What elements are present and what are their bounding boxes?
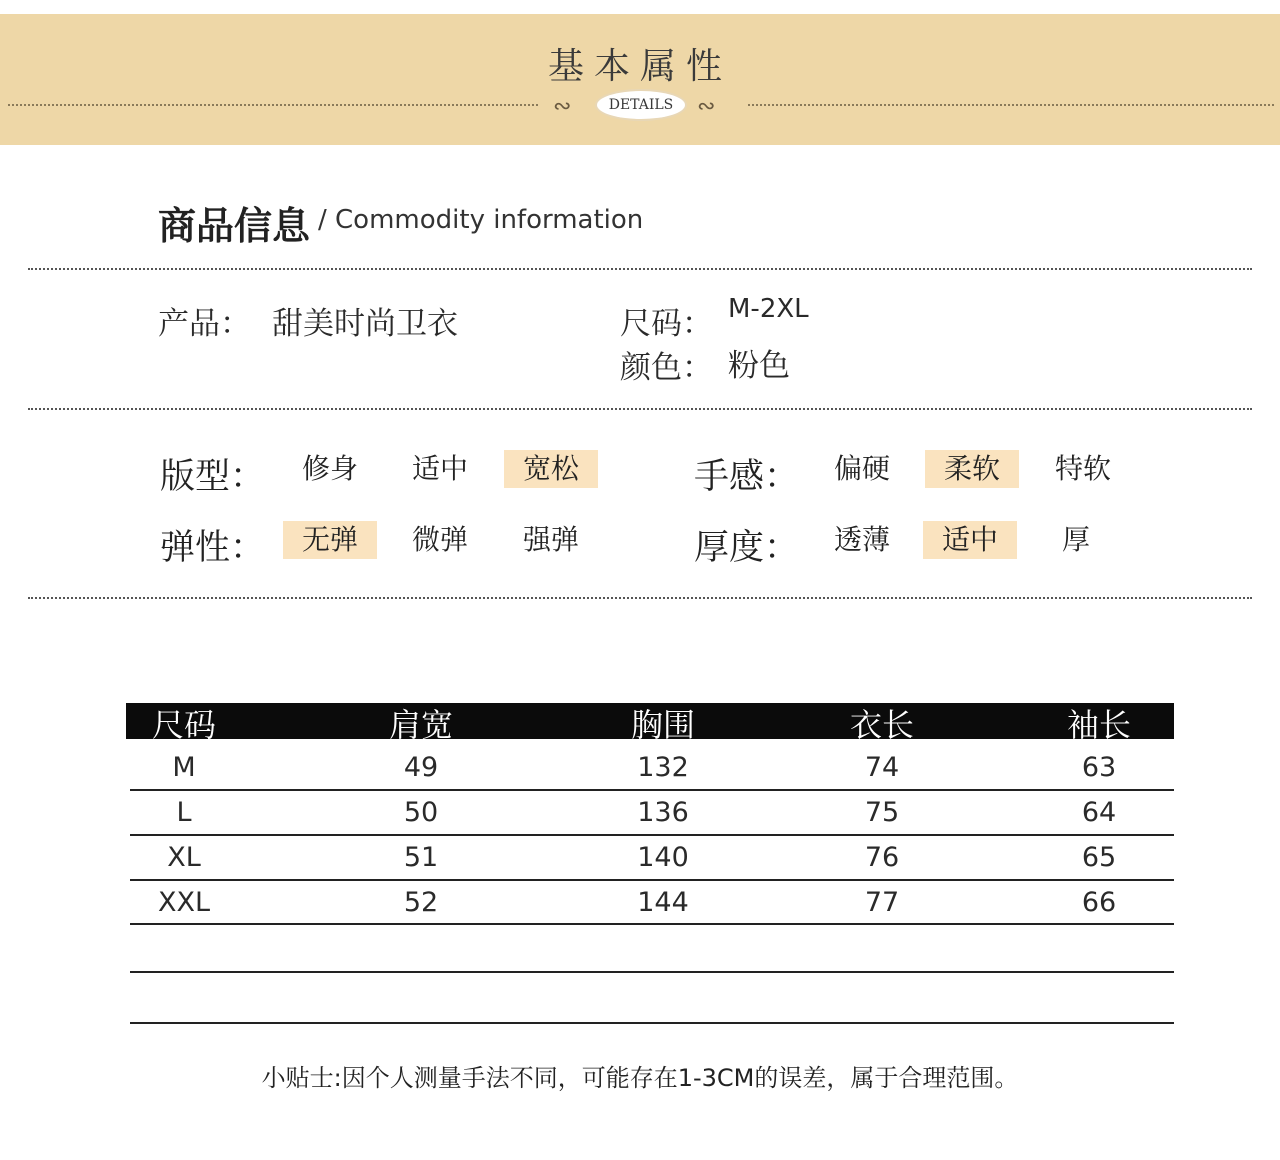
table-cell: 136 xyxy=(637,797,689,828)
table-cell: 63 xyxy=(1081,752,1117,783)
table-cell: XL xyxy=(167,842,201,873)
elasticity-label: 弹性： xyxy=(160,528,266,568)
section-title: 商品信息 xyxy=(158,204,311,248)
color-value: 粉色 xyxy=(728,348,790,384)
table-cell: 75 xyxy=(864,797,900,828)
fit-option-slim: 修身 xyxy=(301,452,358,485)
fit-option-regular: 适中 xyxy=(411,452,468,485)
table-cell: 132 xyxy=(637,752,689,783)
feel-option-extra-soft: 特软 xyxy=(1054,452,1111,485)
table-cell: 49 xyxy=(403,752,439,783)
table-cell: 77 xyxy=(864,887,900,918)
table-header-chest: 胸围 xyxy=(630,706,696,744)
fit-label: 版型： xyxy=(160,457,266,497)
product-label: 产品： xyxy=(158,306,251,342)
table-cell: L xyxy=(176,797,192,828)
table-cell: 76 xyxy=(864,842,900,873)
size-value: M-2XL xyxy=(728,294,809,324)
thickness-option-thin: 透薄 xyxy=(833,523,890,556)
swirl-ornament-right-icon: ∾ xyxy=(697,94,716,119)
table-row-divider xyxy=(130,1022,1174,1024)
table-header-length: 衣长 xyxy=(849,706,915,744)
table-row-divider xyxy=(130,834,1174,836)
table-row-divider xyxy=(130,971,1174,973)
feel-option-hard: 偏硬 xyxy=(833,452,890,485)
size-label: 尺码： xyxy=(620,306,713,342)
table-header-size: 尺码 xyxy=(151,706,217,744)
feel-option-soft-selected: 柔软 xyxy=(925,450,1019,488)
elasticity-option-none-selected: 无弹 xyxy=(283,521,377,559)
table-cell: 51 xyxy=(403,842,439,873)
header-dotted-divider-right xyxy=(748,104,1274,106)
details-badge: DETAILS xyxy=(597,91,685,119)
elasticity-option-slight: 微弹 xyxy=(411,523,468,556)
thickness-option-medium-selected: 适中 xyxy=(923,521,1017,559)
dotted-divider xyxy=(28,268,1252,270)
dotted-divider xyxy=(28,408,1252,410)
color-label: 颜色： xyxy=(620,350,713,386)
table-cell: 64 xyxy=(1081,797,1117,828)
table-cell: 52 xyxy=(403,887,439,918)
fit-option-loose-selected: 宽松 xyxy=(504,450,598,488)
section-subtitle: / Commodity information xyxy=(318,205,644,235)
header-title: 基本属性 xyxy=(547,46,732,87)
table-row-divider xyxy=(130,923,1174,925)
feel-label: 手感： xyxy=(694,457,800,497)
table-cell: 65 xyxy=(1081,842,1117,873)
table-header-shoulder: 肩宽 xyxy=(388,706,454,744)
table-cell: 144 xyxy=(637,887,689,918)
swirl-ornament-left-icon: ∾ xyxy=(553,94,572,119)
table-cell: 74 xyxy=(864,752,900,783)
product-value: 甜美时尚卫衣 xyxy=(272,306,458,342)
table-cell: 50 xyxy=(403,797,439,828)
table-header-sleeve: 袖长 xyxy=(1066,706,1132,744)
table-cell: 140 xyxy=(637,842,689,873)
dotted-divider xyxy=(28,597,1252,599)
elasticity-option-strong: 强弹 xyxy=(522,523,579,556)
header-dotted-divider-left xyxy=(8,104,538,106)
table-cell: XXL xyxy=(157,887,211,918)
thickness-label: 厚度： xyxy=(694,528,800,568)
table-row-divider xyxy=(130,879,1174,881)
table-row-divider xyxy=(130,789,1174,791)
table-cell: M xyxy=(172,752,196,783)
measurement-tip: 小贴士:因个人测量手法不同，可能存在1-3CM的误差，属于合理范围。 xyxy=(261,1064,1019,1092)
thickness-option-thick: 厚 xyxy=(1061,523,1090,556)
table-cell: 66 xyxy=(1081,887,1117,918)
